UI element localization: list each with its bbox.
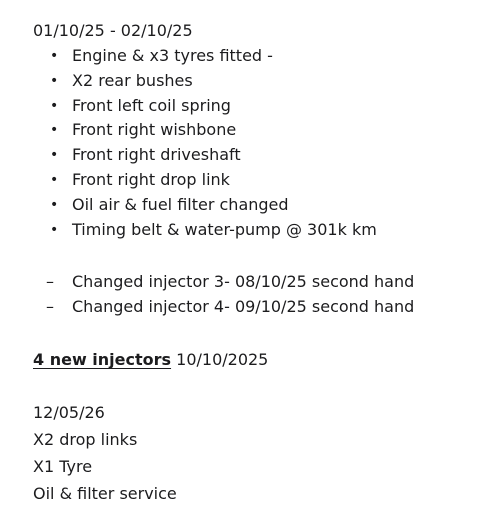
service-item: Oil & filter service — [33, 484, 177, 504]
work-done-list — [33, 44, 483, 242]
list-item — [33, 69, 483, 94]
bullet-icon: • — [50, 196, 59, 213]
bullet-icon: • — [50, 171, 59, 188]
section-date: 12/05/26 — [33, 403, 105, 423]
blank-line — [33, 372, 483, 399]
note-body[interactable] — [33, 18, 483, 507]
list-item — [33, 94, 483, 119]
blank-line — [33, 319, 483, 347]
dash-icon: – — [46, 272, 54, 292]
list-item-text: Engine & x3 tyres fitted - — [72, 46, 273, 65]
injectors-highlight: 4 new injectors — [33, 350, 172, 370]
list-item-text: Oil air & fuel filter changed — [72, 194, 289, 214]
list-item-text: Front left coil spring — [72, 95, 231, 115]
dash-icon: – — [46, 297, 54, 317]
section-date-range: 01/10/25 - 02/10/25 — [33, 21, 193, 40]
bullet-icon: • — [50, 147, 59, 164]
service-item: X1 Tyre — [33, 457, 93, 477]
injectors-line — [33, 347, 483, 372]
list-item — [33, 218, 483, 243]
blank-line — [33, 242, 483, 269]
bullet-icon: • — [50, 72, 59, 89]
list-item — [33, 193, 483, 218]
list-item — [33, 168, 483, 193]
list-item-text: Timing belt & water-pump @ 301k km — [72, 219, 377, 239]
bullet-icon: • — [50, 48, 59, 64]
list-item-text: Front right driveshaft — [72, 145, 241, 165]
bullet-icon: • — [50, 122, 59, 139]
list-item — [33, 143, 483, 168]
list-item-text: Changed injector 4- 09/10/25 second hand — [72, 297, 415, 317]
list-item — [33, 44, 483, 69]
list-item-text: Front right wishbone — [72, 120, 237, 140]
bullet-icon: • — [50, 97, 59, 114]
list-item — [33, 294, 483, 319]
injector-change-list — [33, 269, 483, 319]
injectors-date: 10/10/2025 — [176, 350, 269, 370]
list-item — [33, 118, 483, 143]
list-item-text: Changed injector 3- 08/10/25 second hand — [72, 272, 415, 292]
list-item — [33, 269, 483, 294]
list-item-text: X2 rear bushes — [72, 70, 193, 90]
service-item: X2 drop links — [33, 430, 138, 450]
list-item-text: Front right drop link — [72, 169, 230, 189]
bullet-icon: • — [50, 221, 59, 238]
